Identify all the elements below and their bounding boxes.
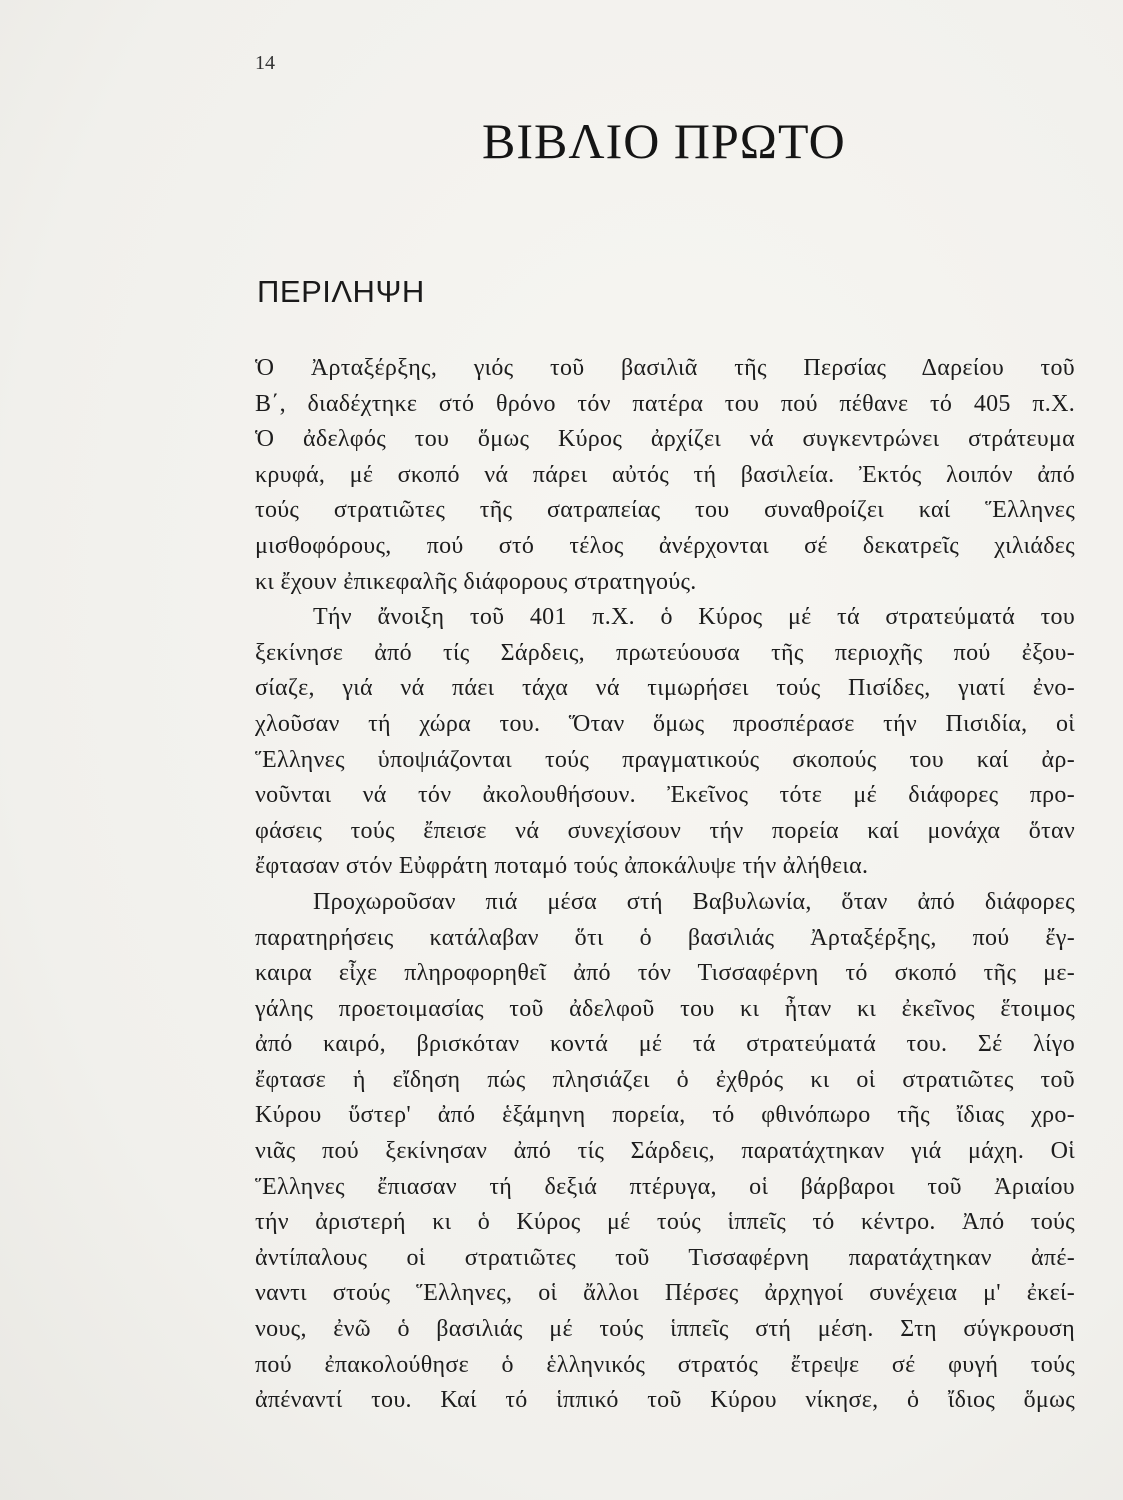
- text-line: ἀπέναντί του. Καί τό ἱππικό τοῦ Κύρου νίκησε, ὁ ἴδιος ὅμως: [255, 1387, 1075, 1414]
- text-line: γάλης προετοιμασίας τοῦ ἀδελφοῦ του κι ἦταν κι ἐκεῖνος ἕτοιμος: [255, 995, 1075, 1022]
- text-line: ἀπό καιρό, βρισκόταν κοντά μέ τά στρατεύματά του. Σέ λίγο: [255, 1031, 1075, 1058]
- text-line: Ὁ ἀδελφός του ὅμως Κύρος ἀρχίζει νά συγκεντρώνει στράτευμα: [255, 426, 1075, 453]
- text-line: τούς στρατιῶτες τῆς σατραπείας του συναθροίζει καί Ἕλληνες: [255, 497, 1075, 524]
- text-line: Τήν ἄνοιξη τοῦ 401 π.Χ. ὁ Κύρος μέ τά στρατεύματά του: [313, 604, 1075, 631]
- text-line: Κύρου ὕστερ' ἀπό ἑξάμηνη πορεία, τό φθινόπωρο τῆς ἴδιας χρο-: [255, 1102, 1075, 1129]
- text-line: μισθοφόρους, πού στό τέλος ἀνέρχονται σέ δεκατρεῖς χιλιάδες: [255, 532, 1075, 559]
- text-line: κι ἔχουν ἐπικεφαλῆς διάφορους στρατηγούς.: [255, 568, 697, 595]
- text-line: φάσεις τούς ἔπεισε νά συνεχίσουν τήν πορεία καί μονάχα ὅταν: [255, 817, 1075, 844]
- text-line: χλοῦσαν τή χώρα του. Ὅταν ὅμως προσπέρασε τήν Πισιδία, οἱ: [255, 710, 1075, 737]
- text-line: νοῦνται νά τόν ἀκολουθήσουν. Ἐκεῖνος τότε μέ διάφορες προ-: [255, 782, 1075, 809]
- text-line: ξεκίνησε ἀπό τίς Σάρδεις, πρωτεύουσα τῆς περιοχῆς πού ἐξου-: [255, 639, 1075, 666]
- text-line: ἀντίπαλους οἱ στρατιῶτες τοῦ Τισσαφέρνη παρατάχτηκαν ἀπέ-: [255, 1244, 1075, 1271]
- text-line: ναντι στούς Ἕλληνες, οἱ ἄλλοι Πέρσες ἀρχηγοί συνέχεια μ' ἐκεί-: [255, 1280, 1075, 1307]
- text-line: κρυφά, μέ σκοπό νά πάρει αὐτός τή βασιλεία. Ἐκτός λοιπόν ἀπό: [255, 461, 1075, 488]
- text-line: παρατηρήσεις κατάλαβαν ὅτι ὁ βασιλιάς Ἀρταξέρξης, πού ἔγ-: [255, 924, 1075, 951]
- text-line: καιρα εἶχε πληροφορηθεῖ ἀπό τόν Τισσαφέρνη τό σκοπό τῆς με-: [255, 960, 1075, 987]
- text-line: νους, ἐνῶ ὁ βασιλιάς μέ τούς ἱππεῖς στή μέση. Στη σύγκρουση: [255, 1316, 1075, 1343]
- text-line: ἔφτασαν στόν Εὐφράτη ποταμό τούς ἀποκάλυψε τήν ἀλήθεια.: [255, 853, 869, 880]
- text-line: Προχωροῦσαν πιά μέσα στή Βαβυλωνία, ὅταν ἀπό διάφορες: [313, 888, 1075, 915]
- text-line: πού ἐπακολούθησε ὁ ἑλληνικός στρατός ἔτρεψε σέ φυγή τούς: [255, 1351, 1075, 1378]
- text-line: τήν ἀριστερή κι ὁ Κύρος μέ τούς ἱππεῖς τό κέντρο. Ἀπό τούς: [255, 1209, 1075, 1236]
- text-line: Ἕλληνες ὑποψιάζονται τούς πραγματικούς σκοπούς του καί ἀρ-: [255, 746, 1075, 773]
- book-title: ΒΙΒΛΙΟ ΠΡΩΤΟ: [482, 113, 846, 169]
- text-line: νιᾶς πού ξεκίνησαν ἀπό τίς Σάρδεις, παρατάχτηκαν γιά μάχη. Οἱ: [255, 1138, 1075, 1165]
- text-line: Ἕλληνες ἔπιασαν τή δεξιά πτέρυγα, οἱ βάρβαροι τοῦ Ἀριαίου: [255, 1173, 1075, 1200]
- text-line: ἔφτασε ἡ εἴδηση πώς πλησιάζει ὁ ἐχθρός κι οἱ στρατιῶτες τοῦ: [255, 1066, 1075, 1093]
- section-title: ΠΕΡΙΛΗΨΗ: [257, 274, 425, 309]
- text-line: Ὁ Ἀρταξέρξης, γιός τοῦ βασιλιᾶ τῆς Περσίας Δαρείου τοῦ: [255, 355, 1075, 381]
- summary-text: [255, 351, 1075, 1419]
- text-line: Β΄, διαδέχτηκε στό θρόνο τόν πατέρα του πού πέθανε τό 405 π.Χ.: [255, 390, 1075, 417]
- page-number: 14: [255, 52, 275, 74]
- text-line: σίαζε, γιά νά πάει τάχα νά τιμωρήσει τούς Πισίδες, γιατί ἐνο-: [255, 675, 1075, 702]
